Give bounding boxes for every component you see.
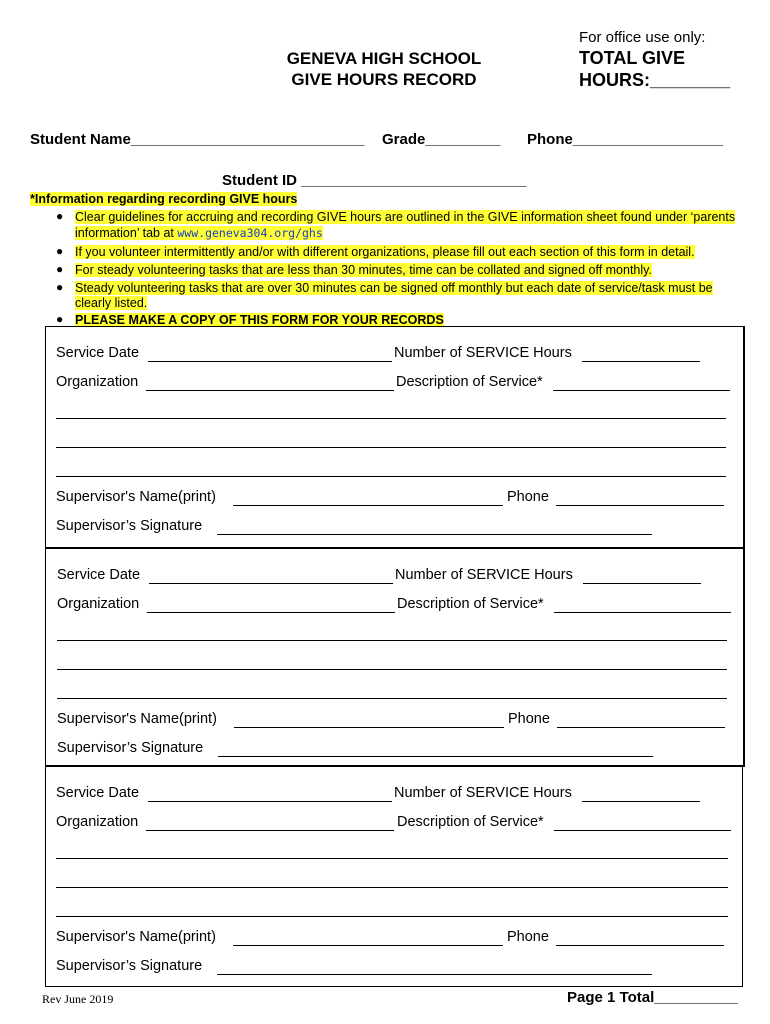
supervisor-phone-input[interactable] [556,945,724,946]
info-bullet-5-text: PLEASE MAKE A COPY OF THIS FORM FOR YOUR RECORDS [75,313,444,327]
bullet-icon: ● [56,262,64,276]
service-hours-label: Number of SERVICE Hours [394,785,572,801]
supervisor-signature-input[interactable] [217,534,652,535]
description-input[interactable] [554,612,731,613]
service-section-2 [45,548,745,767]
organization-input[interactable] [146,830,394,831]
service-hours-input[interactable] [583,583,701,584]
organization-label: Organization [56,374,139,390]
description-line[interactable] [56,418,726,419]
service-date-label: Service Date [56,785,140,801]
grade-field[interactable]: Grade_________ [382,131,501,148]
description-label: Description of Service* [397,814,544,830]
info-bullet-3-text: For steady volunteering tasks that are less than 30 minutes, time can be collated and signed off monthly. [75,263,652,277]
supervisor-signature-input[interactable] [218,756,653,757]
organization-label: Organization [57,596,140,612]
form-title: GIVE HOURS RECORD [291,70,477,89]
info-bullet-2-text: If you volunteer intermittently and/or with different organizations, please fill out each section of this form in detail. [75,245,695,259]
page-total-field[interactable]: Page 1 Total__________ [567,989,738,1006]
organization-input[interactable] [147,612,395,613]
total-give-hours-label: TOTAL GIVE [579,48,686,68]
description-line[interactable] [57,698,727,699]
supervisor-name-label: Supervisor's Name(print) [56,929,216,945]
bullet-icon: ● [56,244,64,258]
info-bullet-4-cont [75,295,147,311]
supervisor-name-label: Supervisor's Name(print) [56,489,216,505]
supervisor-name-label: Supervisor's Name(print) [57,711,217,727]
description-label: Description of Service* [397,596,544,612]
service-date-label: Service Date [57,567,141,583]
phone-field[interactable]: Phone__________________ [527,131,723,148]
description-line[interactable] [56,476,726,477]
description-input[interactable] [554,830,731,831]
school-name: GENEVA HIGH SCHOOL [286,49,482,68]
description-line[interactable] [56,887,728,888]
supervisor-name-input[interactable] [233,945,503,946]
supervisor-name-input[interactable] [234,727,504,728]
supervisor-signature-label: Supervisor’s Signature [56,958,203,974]
description-line[interactable] [57,640,727,641]
supervisor-phone-input[interactable] [556,505,724,506]
service-hours-label: Number of SERVICE Hours [394,345,572,361]
info-bullet-1-cont [75,225,323,241]
student-name-field[interactable]: Student Name____________________________ [30,131,365,148]
bullet-icon: ● [56,209,64,223]
description-line[interactable] [56,858,728,859]
service-hours-label: Number of SERVICE Hours [395,567,573,583]
organization-input[interactable] [146,390,394,391]
info-bullet-2 [75,244,695,260]
supervisor-signature-label: Supervisor’s Signature [57,740,204,756]
info-bullet-1-line2: information’ tab at [75,226,178,240]
supervisor-signature-input[interactable] [217,974,652,975]
total-give-hours-field[interactable]: HOURS:________ [579,70,731,90]
info-bullet-1-line1: Clear guidelines for accruing and recording GIVE hours are outlined in the GIVE information sheet found under ‘parents [75,210,736,224]
service-hours-input[interactable] [582,801,700,802]
service-date-input[interactable] [148,361,392,362]
info-bullet-1 [75,209,735,225]
info-heading-text: *Information regarding recording GIVE hours [30,192,298,206]
student-id-field[interactable]: Student ID ___________________________ [222,172,527,189]
service-date-input[interactable] [149,583,393,584]
info-bullet-3 [75,262,652,278]
revision-date: Rev June 2019 [42,992,114,1006]
description-line[interactable] [56,447,726,448]
geneva-website-link[interactable]: www.geneva304.org/ghs [177,226,323,240]
supervisor-name-input[interactable] [233,505,503,506]
supervisor-phone-label: Phone [507,929,549,945]
info-heading [30,191,297,207]
supervisor-phone-label: Phone [508,711,550,727]
service-date-input[interactable] [148,801,392,802]
service-section-3 [45,766,743,987]
service-hours-input[interactable] [582,361,700,362]
description-input[interactable] [553,390,730,391]
info-bullet-4-line1: Steady volunteering tasks that are over 30 minutes can be signed off monthly but each date of service/task must be [75,281,713,295]
bullet-icon: ● [56,280,64,294]
service-date-label: Service Date [56,345,140,361]
info-bullet-4 [75,280,713,296]
description-line[interactable] [56,916,728,917]
info-bullet-4-line2: clearly listed. [75,296,148,310]
supervisor-signature-label: Supervisor’s Signature [56,518,203,534]
supervisor-phone-label: Phone [507,489,549,505]
description-line[interactable] [57,669,727,670]
supervisor-phone-input[interactable] [557,727,725,728]
office-use-note: For office use only: [579,29,706,46]
organization-label: Organization [56,814,139,830]
service-section-1 [45,326,745,549]
bullet-icon: ● [56,312,64,326]
description-label: Description of Service* [396,374,543,390]
